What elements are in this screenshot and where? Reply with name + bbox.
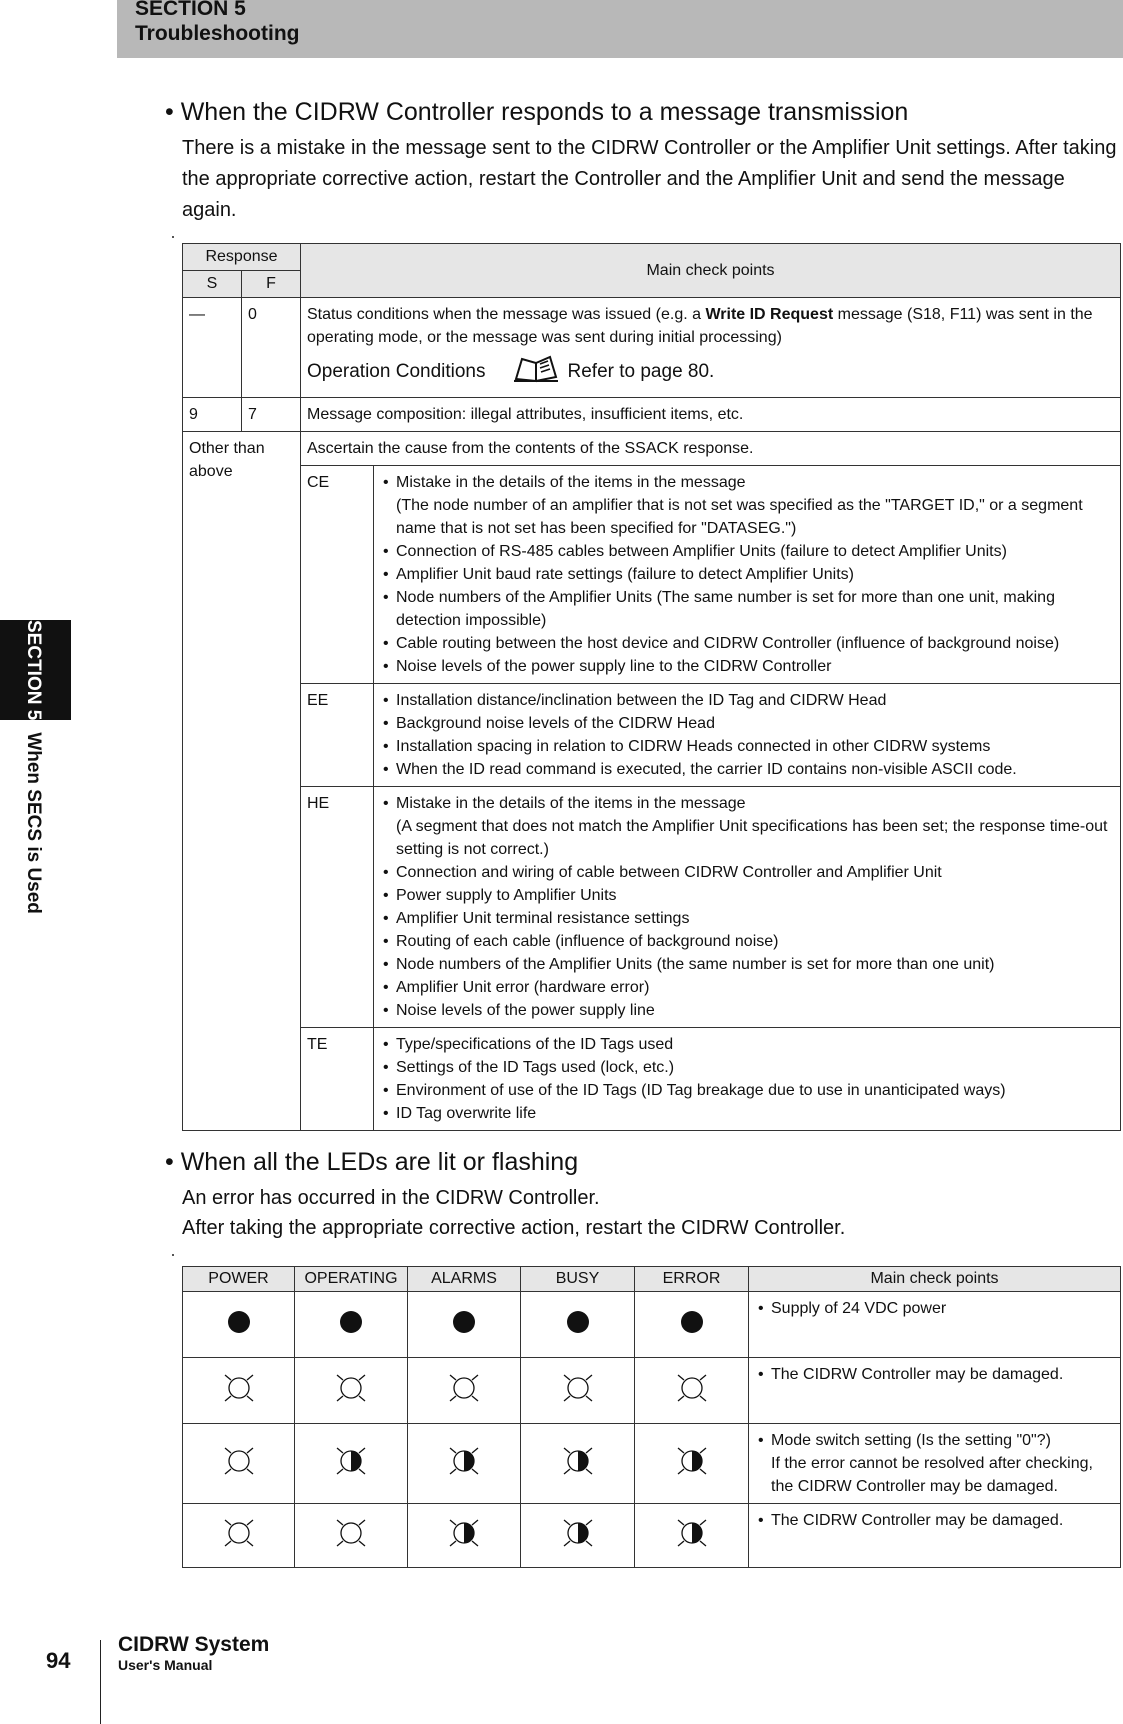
section-heading-response: • When the CIDRW Controller responds to a message transmission — [165, 98, 909, 126]
tick-mark — [172, 1254, 174, 1256]
side-tab-title: When SECS is Used — [23, 732, 44, 914]
header-response: Response — [183, 244, 301, 271]
led-half-icon — [561, 1465, 595, 1482]
led-half-icon — [561, 1537, 595, 1554]
te-item: • Environment of use of the ID Tags (ID Tag breakage due to use in unanticipated ways) — [383, 1082, 1006, 1099]
header-main-check-points: Main check points — [749, 1267, 1121, 1292]
led-operating — [295, 1292, 408, 1358]
led-table — [182, 1266, 1121, 1568]
led-row1-points: • Supply of 24 VDC power — [749, 1292, 1121, 1358]
row1-text-post: message (S18, F11) was sent in the operating mode, or the message was sent during initial processing) — [307, 306, 1093, 346]
header-error: ERROR — [635, 1267, 749, 1292]
header-operating: OPERATING — [295, 1267, 408, 1292]
led-lit-icon — [675, 1326, 709, 1343]
section-body-leds-line2: After taking the appropriate corrective action, restart the CIDRW Controller. — [182, 1217, 846, 1239]
header-alarms: ALARMS — [408, 1267, 521, 1292]
led-power — [183, 1292, 295, 1358]
led-error — [635, 1424, 749, 1504]
led-alarms — [408, 1504, 521, 1568]
ee-item: • Installation spacing in relation to CIDRW Heads connected in other CIDRW systems — [383, 738, 991, 755]
code-te: TE — [301, 1028, 374, 1131]
he-item: • Node numbers of the Amplifier Units (the same number is set for more than one unit) — [383, 956, 995, 973]
led-lit-icon — [222, 1326, 256, 1343]
response-table — [182, 243, 1121, 1131]
led-half-icon — [334, 1465, 368, 1482]
led-half-icon — [675, 1537, 709, 1554]
ce-item: • Amplifier Unit baud rate settings (failure to detect Amplifier Units) — [383, 566, 854, 583]
led-half-icon — [447, 1465, 481, 1482]
led-flashing-icon — [222, 1465, 256, 1482]
led-half-icon — [447, 1537, 481, 1554]
header-band — [117, 0, 1123, 58]
led-alarms — [408, 1424, 521, 1504]
footer-subtitle: User's Manual — [118, 1657, 213, 1673]
header-main-check-points: Main check points — [301, 244, 1121, 298]
te-item: • ID Tag overwrite life — [383, 1105, 537, 1122]
ce-item-note: (The node number of an amplifier that is not set was specified as the "TARGET ID," or a segment name that is not set has been specified for "DATASEG.") — [396, 497, 1083, 537]
led-alarms — [408, 1358, 521, 1424]
section-body-response: There is a mistake in the message sent to the CIDRW Controller or the Amplifier Unit settings. After taking the appropriate corrective action, restart the Controller and the Amplifier Unit and send the message again. — [182, 137, 1117, 221]
led-error — [635, 1504, 749, 1568]
led-flashing-icon — [447, 1392, 481, 1409]
header-section: SECTION 5 — [135, 0, 246, 20]
led-lit-icon — [334, 1326, 368, 1343]
row2-s: 9 — [183, 398, 242, 432]
tick-mark — [172, 236, 174, 238]
led-power — [183, 1424, 295, 1504]
footer-divider — [100, 1640, 101, 1724]
row1-text-bold: Write ID Request — [705, 306, 834, 323]
led-half-icon — [675, 1465, 709, 1482]
led-row2-points: • The CIDRW Controller may be damaged. — [749, 1358, 1121, 1424]
operation-conditions-label: Operation Conditions — [307, 360, 486, 382]
code-ce: CE — [301, 466, 374, 684]
row2-f: 7 — [242, 398, 301, 432]
header-power: POWER — [183, 1267, 295, 1292]
he-item: • Routing of each cable (influence of background noise) — [383, 933, 779, 950]
led-lit-icon — [561, 1326, 595, 1343]
led-error — [635, 1358, 749, 1424]
ce-item: • Node numbers of the Amplifier Units (The same number is set for more than one unit, making detection impossible) — [383, 589, 1055, 629]
he-points — [374, 787, 1121, 1028]
he-item: • Amplifier Unit error (hardware error) — [383, 979, 650, 996]
te-item: • Settings of the ID Tags used (lock, etc.) — [383, 1059, 675, 1076]
led-flashing-icon — [675, 1392, 709, 1409]
led-busy — [521, 1424, 635, 1504]
row1-text-pre: Status conditions when the message was issued (e.g. a — [307, 306, 706, 323]
te-item: • Type/specifications of the ID Tags used — [383, 1036, 674, 1053]
led-operating — [295, 1358, 408, 1424]
he-item: • Mistake in the details of the items in the message — [383, 795, 746, 812]
ce-item: • Mistake in the details of the items in the message — [383, 474, 746, 491]
led-power — [183, 1358, 295, 1424]
led-flashing-icon — [222, 1392, 256, 1409]
led-power — [183, 1504, 295, 1568]
led-flashing-icon — [334, 1392, 368, 1409]
operation-conditions-page-ref[interactable]: Refer to page 80. — [567, 360, 715, 382]
code-ee: EE — [301, 684, 374, 787]
row1-s: — — [183, 298, 242, 398]
section-body-leds-line1: An error has occurred in the CIDRW Controller. — [182, 1187, 600, 1209]
header-s: S — [183, 271, 242, 298]
ce-item: • Noise levels of the power supply line to the CIDRW Controller — [383, 658, 832, 675]
led-busy — [521, 1292, 635, 1358]
he-item: • Amplifier Unit terminal resistance settings — [383, 910, 690, 927]
led-operating — [295, 1504, 408, 1568]
led-row3-points: • Mode switch setting (Is the setting "0"?) If the error cannot be resolved after checking, the CIDRW Controller may be damaged. — [749, 1424, 1121, 1504]
operation-conditions-ref — [307, 353, 1114, 389]
row1-f: 0 — [242, 298, 301, 398]
ce-item: • Cable routing between the host device and CIDRW Controller (influence of background noise) — [383, 635, 1060, 652]
led-row4-points: • The CIDRW Controller may be damaged. — [749, 1504, 1121, 1568]
ee-item: • When the ID read command is executed, the carrier ID contains non-visible ASCII code. — [383, 761, 1017, 778]
code-he: HE — [301, 787, 374, 1028]
led-lit-icon — [447, 1326, 481, 1343]
led-busy — [521, 1358, 635, 1424]
header-title: Troubleshooting — [135, 22, 300, 45]
te-points — [374, 1028, 1121, 1131]
book-reference-icon — [512, 353, 560, 389]
side-tab-section: SECTION 5 — [23, 620, 44, 721]
ce-points — [374, 466, 1121, 684]
row3-intro: Ascertain the cause from the contents of the SSACK response. — [301, 432, 1121, 466]
led-busy — [521, 1504, 635, 1568]
led-alarms — [408, 1292, 521, 1358]
header-busy: BUSY — [521, 1267, 635, 1292]
led-flashing-icon — [334, 1537, 368, 1554]
ee-item: • Background noise levels of the CIDRW Head — [383, 715, 715, 732]
ee-item: • Installation distance/inclination between the ID Tag and CIDRW Head — [383, 692, 887, 709]
he-item-note: (A segment that does not match the Amplifier Unit specifications has been set; the response time-out setting is not correct.) — [396, 818, 1108, 858]
led-flashing-icon — [561, 1392, 595, 1409]
row1-check — [301, 298, 1121, 398]
row2-check: Message composition: illegal attributes, insufficient items, etc. — [301, 398, 1121, 432]
footer-title: CIDRW System — [118, 1633, 270, 1656]
ee-points — [374, 684, 1121, 787]
ce-item: • Connection of RS-485 cables between Amplifier Units (failure to detect Amplifier Units) — [383, 543, 1007, 560]
he-item: • Noise levels of the power supply line — [383, 1002, 655, 1019]
page-number: 94 — [46, 1648, 71, 1673]
side-tab-text — [22, 620, 44, 914]
header-f: F — [242, 271, 301, 298]
led-error — [635, 1292, 749, 1358]
he-item: • Connection and wiring of cable between CIDRW Controller and Amplifier Unit — [383, 864, 942, 881]
led-operating — [295, 1424, 408, 1504]
he-item: • Power supply to Amplifier Units — [383, 887, 617, 904]
section-heading-leds: • When all the LEDs are lit or flashing — [165, 1148, 579, 1176]
row3-label: Other than above — [183, 432, 301, 1131]
led-flashing-icon — [222, 1537, 256, 1554]
